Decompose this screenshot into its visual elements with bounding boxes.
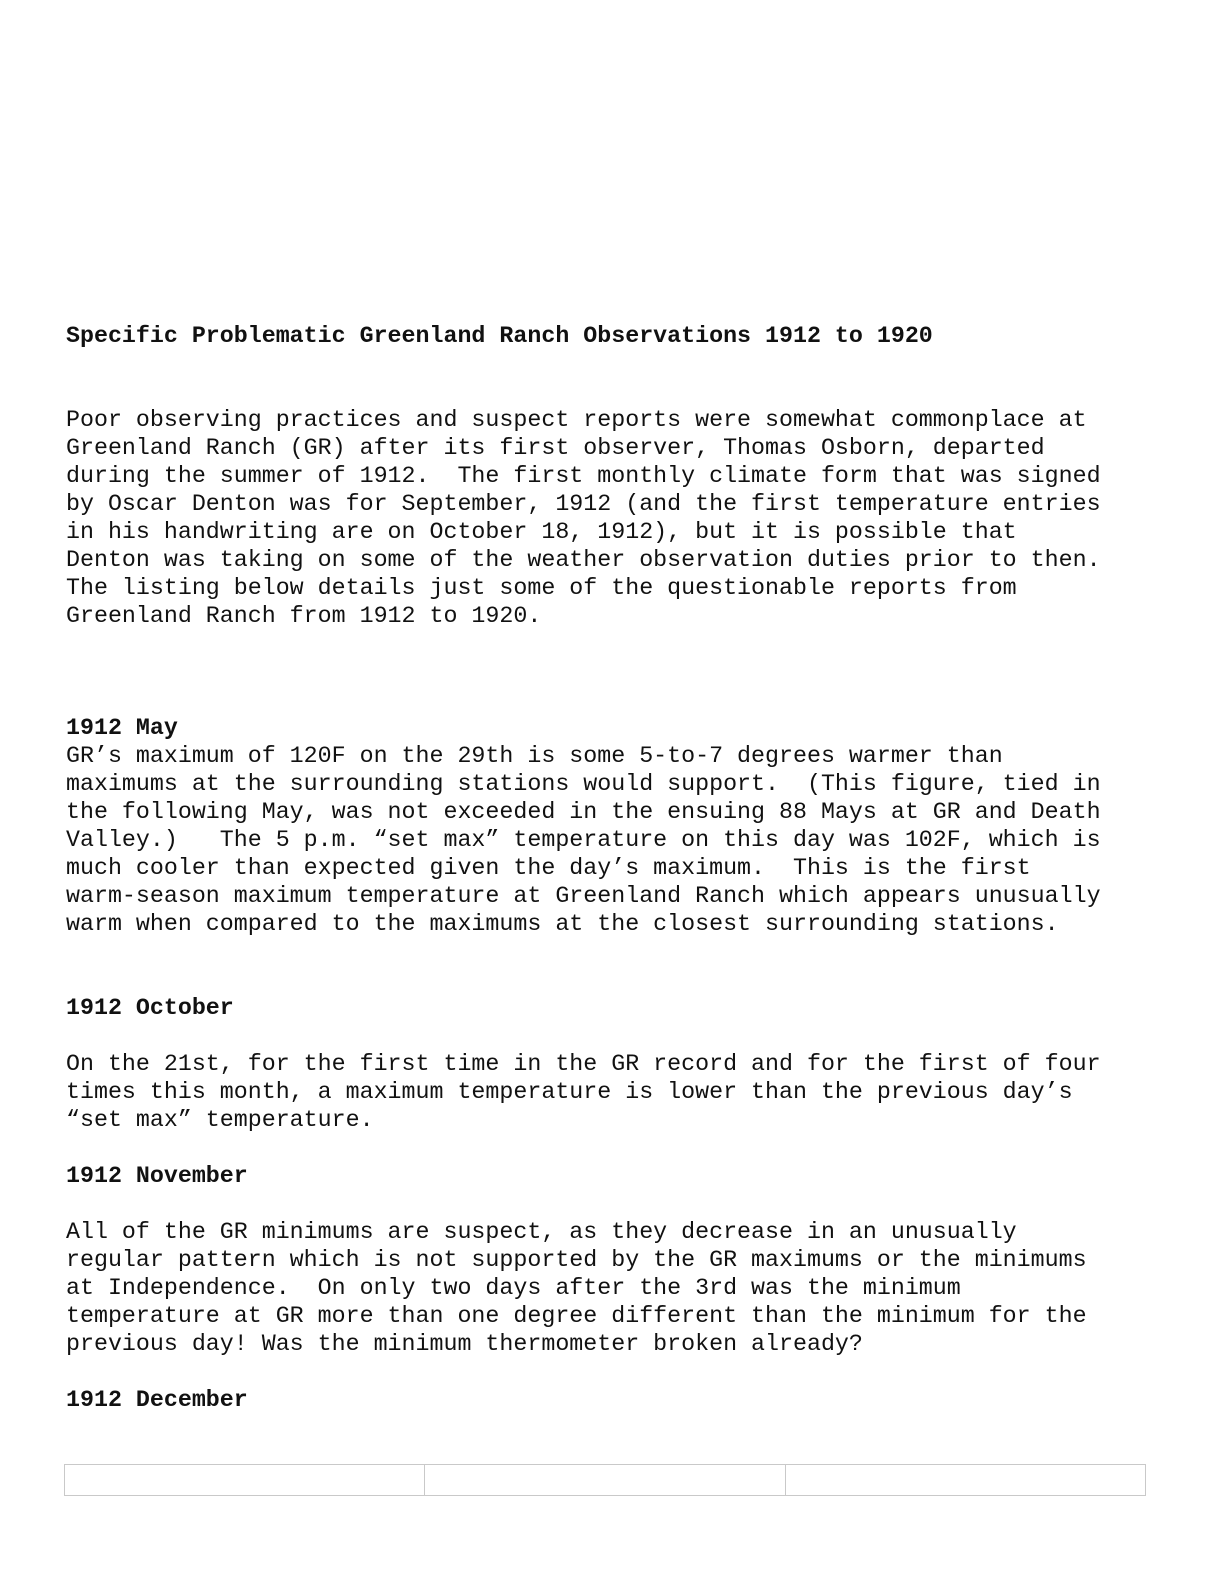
footer-cell-right [785,1465,1145,1495]
section-line: Valley.) The 5 p.m. “set max” temperature on this day was 102F, which is [66,827,1101,853]
intro-line: by Oscar Denton was for September, 1912 (and the first temperature entries [66,491,1101,517]
intro-line: in his handwriting are on October 18, 1912), but it is possible that [66,519,1017,545]
section-line: the following May, was not exceeded in the ensuing 88 Mays at GR and Death [66,799,1101,825]
section-line: All of the GR minimums are suspect, as they decrease in an unusually [66,1219,1017,1245]
section-line: temperature at GR more than one degree different than the minimum for the [66,1303,1087,1329]
section-heading: 1912 May [66,715,178,741]
section-line: maximums at the surrounding stations would support. (This figure, tied in [66,771,1101,797]
section-heading: 1912 November [66,1163,248,1189]
section-line: much cooler than expected given the day’s maximum. This is the first [66,855,1031,881]
section-heading: 1912 October [66,995,234,1021]
footer-cell-center [424,1465,784,1495]
intro-line: Greenland Ranch from 1912 to 1920. [66,603,542,629]
section-heading: 1912 December [66,1387,248,1413]
section-line: at Independence. On only two days after the 3rd was the minimum [66,1275,961,1301]
section-line: previous day! Was the minimum thermometer broken already? [66,1331,863,1357]
section-line: warm when compared to the maximums at the closest surrounding stations. [66,911,1059,937]
section-line: On the 21st, for the first time in the GR record and for the first of four [66,1051,1101,1077]
section-line: warm-season maximum temperature at Greenland Ranch which appears unusually [66,883,1101,909]
section-line: “set max” temperature. [66,1107,374,1133]
footer-cell-left [65,1465,424,1495]
intro-line: Poor observing practices and suspect reports were somewhat commonplace at [66,407,1087,433]
intro-line: Greenland Ranch (GR) after its first observer, Thomas Osborn, departed [66,435,1045,461]
document-title: Specific Problematic Greenland Ranch Observations 1912 to 1920 [66,323,933,349]
footer-table [64,1464,1146,1496]
intro-line: Denton was taking on some of the weather observation duties prior to then. [66,547,1101,573]
intro-line: during the summer of 1912. The first monthly climate form that was signed [66,463,1101,489]
section-line: times this month, a maximum temperature is lower than the previous day’s [66,1079,1073,1105]
section-line: GR’s maximum of 120F on the 29th is some 5-to-7 degrees warmer than [66,743,1003,769]
section-line: regular pattern which is not supported by the GR maximums or the minimums [66,1247,1087,1273]
intro-line: The listing below details just some of the questionable reports from [66,575,1017,601]
